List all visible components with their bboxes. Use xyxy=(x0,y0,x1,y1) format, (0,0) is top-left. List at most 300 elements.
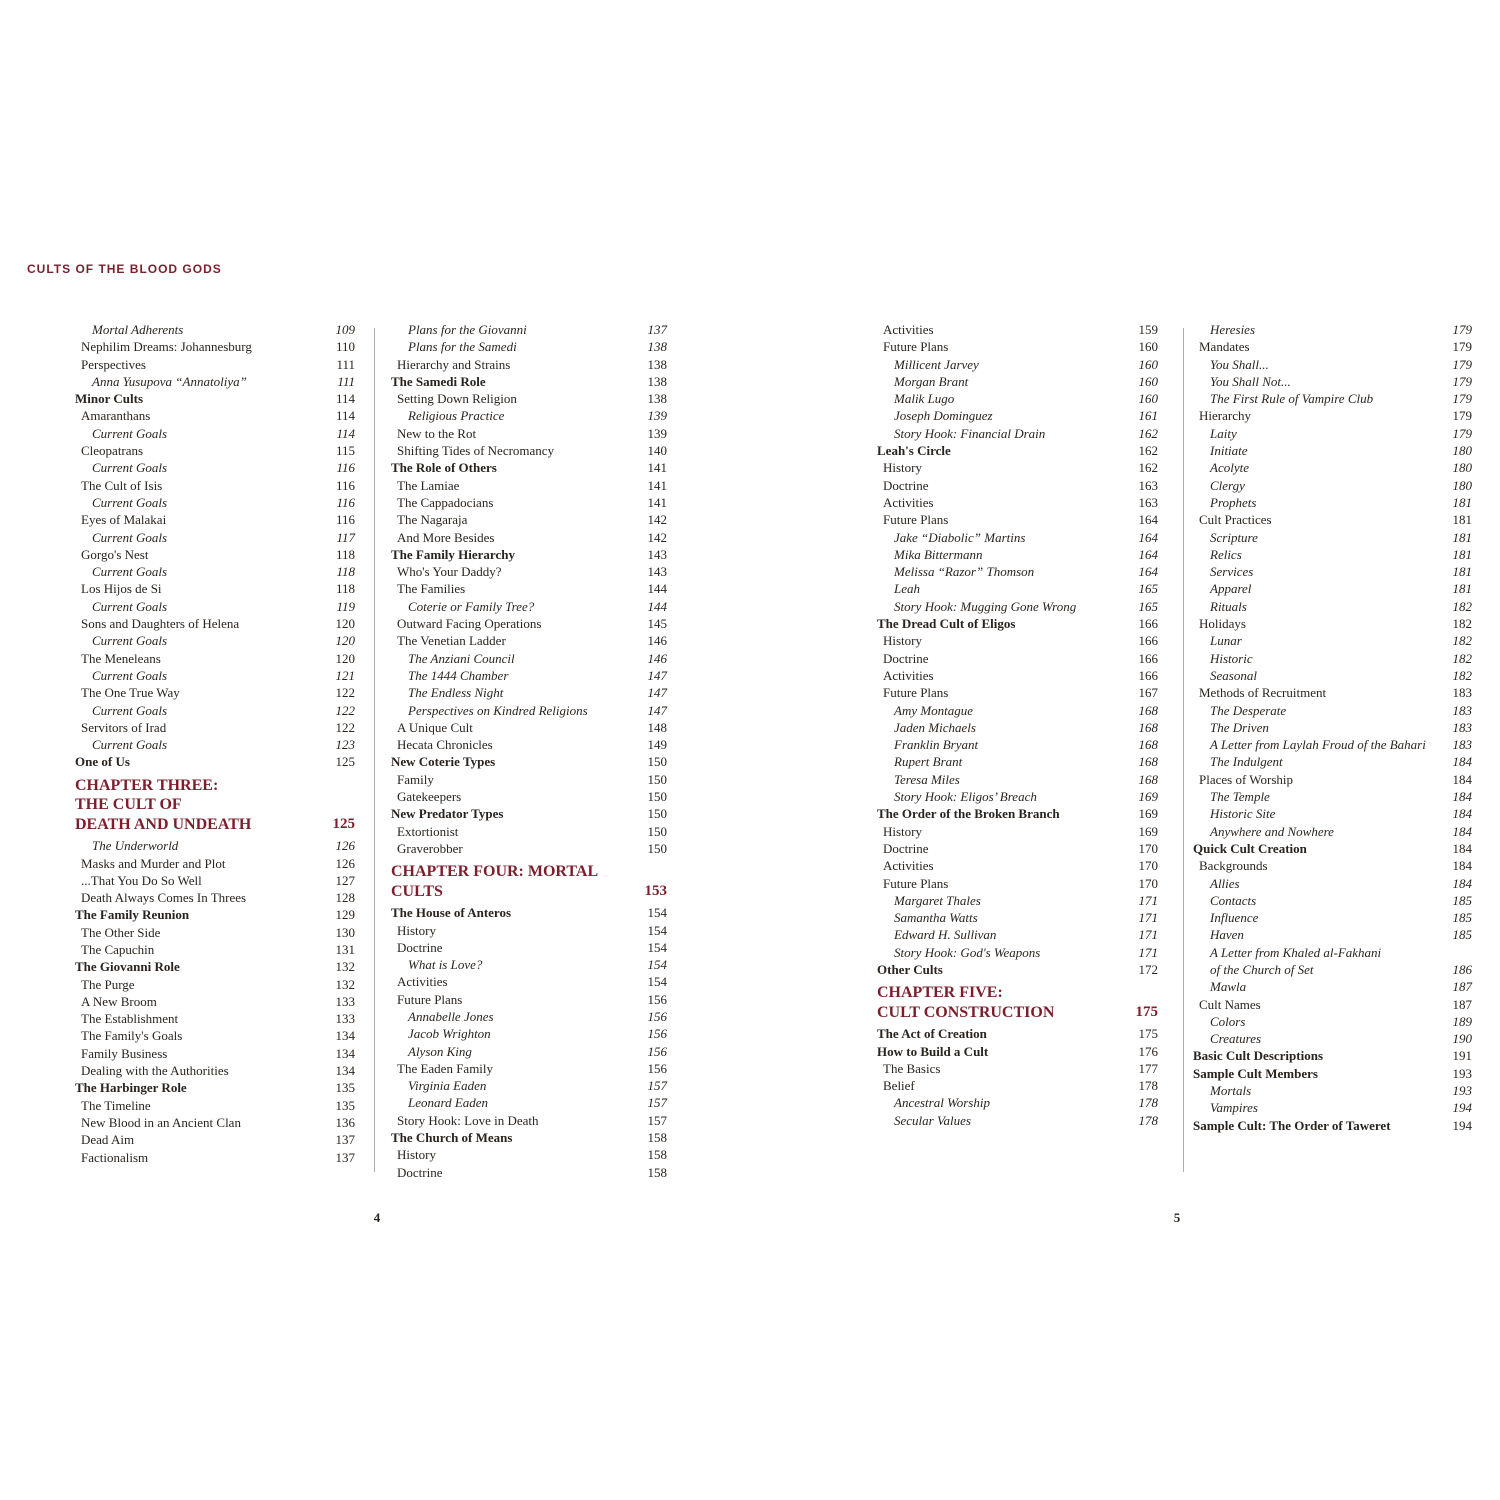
toc-entry-label: Hierarchy xyxy=(1199,408,1251,424)
toc-entry-label: Eyes of Malakai xyxy=(81,512,167,528)
toc-entry-label: Seasonal xyxy=(1210,667,1257,683)
toc-entry-page: 119 xyxy=(336,598,355,614)
toc-entry-page: 158 xyxy=(647,1164,667,1180)
toc-entry-label: You Shall... xyxy=(1210,356,1269,372)
toc-entry xyxy=(75,837,355,854)
toc-entry xyxy=(391,580,667,597)
toc-entry-label: History xyxy=(397,1147,436,1163)
toc-entry-page: 142 xyxy=(647,512,667,528)
toc-entry-page: 194 xyxy=(1452,1100,1472,1116)
toc-entry-page: 162 xyxy=(1138,443,1158,459)
toc-entry-page: 110 xyxy=(335,339,355,355)
toc-entry xyxy=(877,1094,1158,1111)
toc-entry xyxy=(391,753,667,770)
toc-entry-label: History xyxy=(397,922,436,938)
toc-entry-page: 189 xyxy=(1452,1013,1472,1029)
toc-entry xyxy=(877,719,1158,736)
toc-entry-page: 144 xyxy=(647,581,667,597)
toc-entry-page: 148 xyxy=(647,719,667,735)
toc-entry xyxy=(75,1114,355,1131)
toc-entry-page: 111 xyxy=(337,373,355,389)
toc-entry xyxy=(877,390,1158,407)
toc-entry-label: Holidays xyxy=(1199,616,1246,632)
toc-entry-label-line: THE CULT OF xyxy=(75,796,182,814)
toc-entry-label: The Desperate xyxy=(1210,702,1287,718)
toc-entry xyxy=(877,563,1158,580)
toc-entry xyxy=(391,546,667,563)
toc-entry-page: 179 xyxy=(1452,425,1472,441)
toc-entry-label: Current Goals xyxy=(92,494,167,510)
toc-entry-page: 190 xyxy=(1452,1031,1472,1047)
toc-entry-page: 120 xyxy=(335,616,355,632)
toc-entry-label: Doctrine xyxy=(883,650,929,666)
toc-entry-label: Los Hijos de Si xyxy=(81,581,162,597)
toc-entry xyxy=(391,823,667,840)
toc-entry xyxy=(391,632,667,649)
toc-entry xyxy=(1193,494,1472,511)
toc-entry xyxy=(75,667,355,684)
toc-entry-label: Family Business xyxy=(81,1045,168,1061)
toc-entry-label: The Underworld xyxy=(92,838,179,854)
toc-entry xyxy=(75,1045,355,1062)
toc-entry-page: 182 xyxy=(1452,650,1472,666)
toc-entry-label: Leah's Circle xyxy=(877,443,951,459)
toc-entry-label: Rituals xyxy=(1210,598,1247,614)
toc-entry xyxy=(877,684,1158,701)
toc-entry-label: Activities xyxy=(883,858,934,874)
toc-entry-page: 184 xyxy=(1452,754,1472,770)
toc-entry xyxy=(75,425,355,442)
toc-entry-label: Setting Down Religion xyxy=(397,391,517,407)
toc-entry-label: Clergy xyxy=(1210,477,1245,493)
toc-entry-page: 160 xyxy=(1138,373,1158,389)
toc-entry-page: 181 xyxy=(1452,529,1472,545)
toc-entry-label: Perspectives xyxy=(81,356,146,372)
toc-entry xyxy=(75,373,355,390)
toc-entry-page: 157 xyxy=(647,1078,667,1094)
toc-entry xyxy=(391,1146,667,1163)
toc-entry-label: A Unique Cult xyxy=(397,719,473,735)
toc-entry-page: 175 xyxy=(1138,1026,1158,1042)
toc-entry xyxy=(1193,442,1472,459)
toc-entry-page: 131 xyxy=(335,942,355,957)
toc-entry-page: 168 xyxy=(1138,771,1158,787)
toc-entry-label-line: CHAPTER THREE: xyxy=(75,776,219,794)
toc-entry xyxy=(75,442,355,459)
toc-entry-page: 122 xyxy=(335,685,355,701)
toc-entry-label: Nephilim Dreams: Johannesburg xyxy=(81,339,252,355)
toc-entry-page: 180 xyxy=(1452,460,1472,476)
toc-entry-page: 109 xyxy=(335,322,355,337)
toc-entry-page: 194 xyxy=(1452,1117,1472,1133)
toc-entry-page: 130 xyxy=(335,924,355,940)
toc-entry-label: Sample Cult: The Order of Taweret xyxy=(1193,1117,1391,1133)
toc-entry-page: 146 xyxy=(647,650,667,666)
toc-entry-label: The Timeline xyxy=(81,1097,151,1113)
toc-entry-label: Mandates xyxy=(1199,339,1250,355)
toc-entry-label: Places of Worship xyxy=(1199,771,1294,787)
toc-entry-label: Story Hook: Mugging Gone Wrong xyxy=(894,598,1077,614)
toc-entry-page: 171 xyxy=(1138,927,1158,943)
toc-entry xyxy=(391,991,667,1008)
toc-entry-label: Dead Aim xyxy=(81,1132,135,1148)
toc-entry-page: 156 xyxy=(647,1026,667,1042)
toc-entry-label: Rupert Brant xyxy=(894,754,963,770)
toc-entry-label: Mika Bittermann xyxy=(894,546,983,562)
toc-entry xyxy=(391,771,667,788)
toc-entry-label: Future Plans xyxy=(883,339,949,355)
toc-entry xyxy=(75,650,355,667)
toc-entry xyxy=(1193,356,1472,373)
toc-entry-page: 157 xyxy=(647,1095,667,1111)
toc-entry xyxy=(877,373,1158,390)
toc-entry xyxy=(1193,857,1472,874)
toc-entry-label: The Act of Creation xyxy=(877,1026,987,1042)
toc-entry-label: Current Goals xyxy=(92,564,167,580)
toc-entry-page: 154 xyxy=(647,905,667,921)
toc-entry xyxy=(1193,684,1472,701)
toc-entry-label: Extortionist xyxy=(397,823,459,839)
toc-entry-label: Vampires xyxy=(1210,1100,1258,1116)
toc-entry-page: 185 xyxy=(1452,910,1472,926)
toc-entry-page: 183 xyxy=(1452,737,1472,753)
toc-entry-label: Story Hook: Love in Death xyxy=(397,1112,539,1128)
toc-entry-page: 123 xyxy=(335,737,355,753)
toc-column-4 xyxy=(1193,321,1472,1134)
toc-entry-page: 163 xyxy=(1138,494,1158,510)
toc-entry xyxy=(75,615,355,632)
toc-entry-label: Jake “Diabolic” Martins xyxy=(894,529,1026,545)
toc-entry-page: 156 xyxy=(647,1060,667,1076)
toc-entry xyxy=(1193,926,1472,943)
toc-entry-label: Edward H. Sullivan xyxy=(894,927,997,943)
toc-entry-page: 184 xyxy=(1452,806,1472,822)
toc-entry xyxy=(877,1060,1158,1077)
toc-entry-page: 139 xyxy=(647,425,667,441)
toc-entry-label: Mawla xyxy=(1210,979,1247,995)
toc-entry-label: Perspectives on Kindred Religions xyxy=(408,702,588,718)
toc-entry xyxy=(877,321,1158,338)
toc-entry xyxy=(1193,650,1472,667)
toc-entry-page: 175 xyxy=(1135,1003,1158,1020)
toc-entry-page: 168 xyxy=(1138,754,1158,770)
toc-entry-page: 183 xyxy=(1452,702,1472,718)
toc-entry-label: Allies xyxy=(1210,875,1240,891)
toc-entry xyxy=(1193,1047,1472,1064)
toc-entry-label: Coterie or Family Tree? xyxy=(408,598,535,614)
toc-column-2 xyxy=(391,321,667,1181)
toc-entry-label: What is Love? xyxy=(408,957,483,973)
toc-entry-label: Future Plans xyxy=(397,991,463,1007)
toc-entry-page: 150 xyxy=(647,789,667,805)
toc-entry-label: History xyxy=(883,460,922,476)
toc-entry-page: 166 xyxy=(1138,650,1158,666)
toc-entry xyxy=(1193,1030,1472,1047)
toc-entry xyxy=(391,615,667,632)
toc-entry-label: Sons and Daughters of Helena xyxy=(81,616,240,632)
toc-entry-label: Morgan Brant xyxy=(894,373,969,389)
toc-entry xyxy=(877,632,1158,649)
toc-entry-page: 182 xyxy=(1452,598,1472,614)
toc-entry-label: Plans for the Samedi xyxy=(408,339,517,355)
toc-entry xyxy=(391,321,667,338)
toc-entry xyxy=(1193,1117,1472,1134)
toc-entry xyxy=(877,857,1158,874)
page-number-left: 4 xyxy=(373,1210,381,1225)
toc-entry-label: Sample Cult Members xyxy=(1193,1065,1318,1081)
toc-entry-page: 158 xyxy=(647,1130,667,1146)
toc-entry xyxy=(75,1062,355,1079)
toc-entry-page: 181 xyxy=(1452,494,1472,510)
toc-entry-label: The Endless Night xyxy=(408,685,504,701)
toc-entry xyxy=(1193,580,1472,597)
toc-entry xyxy=(391,356,667,373)
toc-entry xyxy=(391,390,667,407)
toc-entry-label: The Driven xyxy=(1210,719,1269,735)
toc-entry-label: The First Rule of Vampire Club xyxy=(1210,391,1374,407)
toc-entry-page: 120 xyxy=(335,650,355,666)
toc-entry-page: 186 xyxy=(1452,961,1472,977)
toc-entry-label: Current Goals xyxy=(92,598,167,614)
toc-entry-page: 150 xyxy=(647,771,667,787)
toc-entry-label-line: CHAPTER FOUR: MORTAL CULTS xyxy=(391,863,598,900)
toc-entry-label: Activities xyxy=(883,322,934,337)
toc-entry-page: 164 xyxy=(1138,564,1158,580)
toc-entry xyxy=(75,407,355,424)
page-number-right: 5 xyxy=(1173,1210,1181,1225)
toc-entry-label-line: of the Church of Set xyxy=(1210,961,1314,977)
toc-chapter-entry xyxy=(75,776,355,835)
toc-entry-label: Who's Your Daddy? xyxy=(397,564,502,580)
toc-entry-label: Minor Cults xyxy=(75,391,144,407)
toc-entry xyxy=(391,904,667,921)
toc-entry-page: 126 xyxy=(335,838,355,854)
toc-entry xyxy=(391,1112,667,1129)
toc-entry-page: 138 xyxy=(647,391,667,407)
toc-entry-label: Leonard Eaden xyxy=(408,1095,489,1111)
toc-entry-label: One of Us xyxy=(75,754,130,770)
toc-entry-page: 160 xyxy=(1138,356,1158,372)
toc-entry-label: New to the Rot xyxy=(397,425,477,441)
toc-entry-page: 177 xyxy=(1138,1060,1158,1076)
toc-entry xyxy=(391,1008,667,1025)
toc-entry-label: Apparel xyxy=(1210,581,1252,597)
toc-entry-page: 169 xyxy=(1138,823,1158,839)
toc-entry-page: 154 xyxy=(647,957,667,973)
toc-entry-page: 193 xyxy=(1452,1065,1472,1081)
toc-entry-page: 121 xyxy=(335,667,355,683)
toc-entry xyxy=(1193,1082,1472,1099)
toc-entry xyxy=(1193,823,1472,840)
toc-entry-label: Future Plans xyxy=(883,512,949,528)
toc-entry-page: 169 xyxy=(1138,789,1158,805)
toc-entry-page: 116 xyxy=(336,494,355,510)
toc-entry-page: 134 xyxy=(335,1028,355,1044)
toc-entry xyxy=(75,719,355,736)
toc-entry-page: 178 xyxy=(1138,1112,1158,1128)
toc-entry-label: The Order of the Broken Branch xyxy=(877,806,1060,822)
toc-entry-page: 170 xyxy=(1138,875,1158,891)
toc-entry xyxy=(1193,788,1472,805)
toc-entry-page: 156 xyxy=(647,991,667,1007)
toc-entry-label-line: A Letter from Khaled al-Fakhani xyxy=(1210,944,1382,960)
toc-entry-page: 171 xyxy=(1138,944,1158,960)
toc-entry-label: Masks and Murder and Plot xyxy=(81,855,226,871)
toc-entry-page: 117 xyxy=(336,529,355,545)
toc-entry-page: 179 xyxy=(1452,391,1472,407)
toc-entry xyxy=(75,1097,355,1114)
toc-entry xyxy=(391,529,667,546)
toc-entry-label: Historic Site xyxy=(1210,806,1276,822)
toc-entry-label: Basic Cult Descriptions xyxy=(1193,1048,1323,1064)
toc-entry-page: 137 xyxy=(335,1132,355,1148)
toc-entry-page: 125 xyxy=(332,815,355,832)
toc-entry-label: History xyxy=(883,823,922,839)
toc-entry-label: Current Goals xyxy=(92,702,167,718)
toc-entry xyxy=(391,956,667,973)
toc-entry-label: Laity xyxy=(1210,425,1237,441)
toc-entry-label: Secular Values xyxy=(894,1112,971,1128)
toc-entry xyxy=(877,736,1158,753)
toc-entry-label: The Establishment xyxy=(81,1011,179,1027)
toc-entry xyxy=(75,459,355,476)
toc-entry xyxy=(75,684,355,701)
toc-entry xyxy=(391,840,667,857)
toc-chapter-entry xyxy=(877,983,1158,1022)
toc-entry xyxy=(1193,909,1472,926)
toc-entry-label: A New Broom xyxy=(81,993,157,1009)
toc-entry-page: 150 xyxy=(647,806,667,822)
toc-entry-label: The Lamiae xyxy=(397,477,460,493)
toc-entry xyxy=(877,875,1158,892)
toc-entry-label: Outward Facing Operations xyxy=(397,616,542,632)
toc-entry-page: 162 xyxy=(1138,425,1158,441)
toc-entry-page: 169 xyxy=(1138,806,1158,822)
toc-entry-label: Activities xyxy=(883,494,934,510)
toc-entry xyxy=(1193,459,1472,476)
toc-entry-page: 144 xyxy=(647,598,667,614)
toc-entry xyxy=(391,442,667,459)
toc-entry xyxy=(391,788,667,805)
toc-entry-page: 182 xyxy=(1452,667,1472,683)
toc-entry-label: Contacts xyxy=(1210,892,1257,908)
toc-entry-label: Teresa Miles xyxy=(894,771,960,787)
toc-entry-page: 183 xyxy=(1452,685,1472,701)
toc-entry xyxy=(75,855,355,872)
toc-entry-page: 170 xyxy=(1138,840,1158,856)
toc-entry-page: 147 xyxy=(647,685,667,701)
toc-entry xyxy=(75,736,355,753)
toc-entry xyxy=(877,1112,1158,1129)
toc-entry-page: 142 xyxy=(647,529,667,545)
toc-entry xyxy=(877,944,1158,961)
toc-entry-label: Mortals xyxy=(1210,1083,1252,1099)
toc-entry xyxy=(877,805,1158,822)
toc-entry xyxy=(391,1025,667,1042)
toc-entry-page: 171 xyxy=(1138,910,1158,926)
toc-entry xyxy=(391,719,667,736)
toc-entry-page: 187 xyxy=(1452,979,1472,995)
toc-entry-page: 118 xyxy=(335,581,355,597)
toc-entry-label: Methods of Recruitment xyxy=(1199,685,1327,701)
toc-entry-page: 170 xyxy=(1138,858,1158,874)
toc-entry-label: Relics xyxy=(1210,546,1242,562)
toc-entry-label: The Family's Goals xyxy=(81,1028,183,1044)
toc-entry-label: Annabelle Jones xyxy=(408,1008,494,1024)
toc-entry-label: The Cult of Isis xyxy=(81,477,163,493)
toc-entry-label: A Letter from Laylah Froud of the Bahari xyxy=(1210,737,1426,753)
toc-entry-label: Heresies xyxy=(1210,322,1256,337)
toc-entry-page: 133 xyxy=(335,993,355,1009)
toc-entry-label: Quick Cult Creation xyxy=(1193,840,1307,856)
toc-entry xyxy=(391,459,667,476)
toc-entry-page: 157 xyxy=(647,1112,667,1128)
toc-entry-label: The Harbinger Role xyxy=(75,1080,187,1096)
toc-entry-page: 184 xyxy=(1452,823,1472,839)
toc-entry xyxy=(877,1077,1158,1094)
toc-entry-label: Alyson King xyxy=(408,1043,472,1059)
toc-entry-page: 125 xyxy=(335,754,355,770)
toc-entry-page: 118 xyxy=(336,564,355,580)
toc-entry-page: 114 xyxy=(335,408,355,424)
toc-entry-label: The Families xyxy=(397,581,466,597)
toc-entry xyxy=(877,338,1158,355)
toc-entry-label: And More Besides xyxy=(397,529,495,545)
toc-entry-label: Historic xyxy=(1210,650,1253,666)
toc-entry-label: Hecata Chronicles xyxy=(397,737,493,753)
toc-entry-label: Gatekeepers xyxy=(397,789,462,805)
toc-entry-label: The Family Hierarchy xyxy=(391,546,515,562)
toc-entry-label: Cleopatrans xyxy=(81,443,144,459)
toc-entry-label: How to Build a Cult xyxy=(877,1043,989,1059)
toc-entry-label: Anywhere and Nowhere xyxy=(1210,823,1334,839)
toc-entry-page: 185 xyxy=(1452,892,1472,908)
toc-entry-page: 193 xyxy=(1452,1083,1472,1099)
toc-entry-page: 122 xyxy=(335,702,355,718)
toc-entry xyxy=(1193,1013,1472,1030)
toc-entry xyxy=(75,321,355,338)
toc-entry xyxy=(877,650,1158,667)
toc-entry-label: Current Goals xyxy=(92,667,167,683)
toc-entry xyxy=(75,511,355,528)
toc-entry-label: Graverobber xyxy=(397,840,463,856)
toc-entry xyxy=(877,511,1158,528)
toc-entry-label: The Cappadocians xyxy=(397,494,494,510)
toc-entry-page: 116 xyxy=(335,477,355,493)
toc-entry xyxy=(75,1131,355,1148)
toc-entry-label: Mortal Adherents xyxy=(92,322,184,337)
book-title-header: CULTS OF THE BLOOD GODS xyxy=(27,262,222,276)
toc-entry-page: 165 xyxy=(1138,581,1158,597)
toc-entry xyxy=(75,1079,355,1096)
toc-entry-label: The One True Way xyxy=(81,685,180,701)
toc-entry xyxy=(1193,425,1472,442)
toc-entry xyxy=(75,356,355,373)
toc-entry-page: 166 xyxy=(1138,667,1158,683)
toc-entry-label: Amaranthans xyxy=(81,408,151,424)
toc-entry xyxy=(877,1025,1158,1042)
toc-entry-label: Lunar xyxy=(1210,633,1242,649)
toc-entry xyxy=(75,477,355,494)
toc-entry-label: Samantha Watts xyxy=(894,910,978,926)
toc-entry-label: The Anziani Council xyxy=(408,650,515,666)
toc-entry-page: 182 xyxy=(1452,616,1472,632)
toc-entry-page: 164 xyxy=(1138,529,1158,545)
toc-entry-label-line: CHAPTER FIVE: xyxy=(877,984,1003,1002)
toc-entry-page: 132 xyxy=(335,959,355,975)
toc-entry-label: The Giovanni Role xyxy=(75,959,180,975)
toc-entry-page: 178 xyxy=(1138,1095,1158,1111)
